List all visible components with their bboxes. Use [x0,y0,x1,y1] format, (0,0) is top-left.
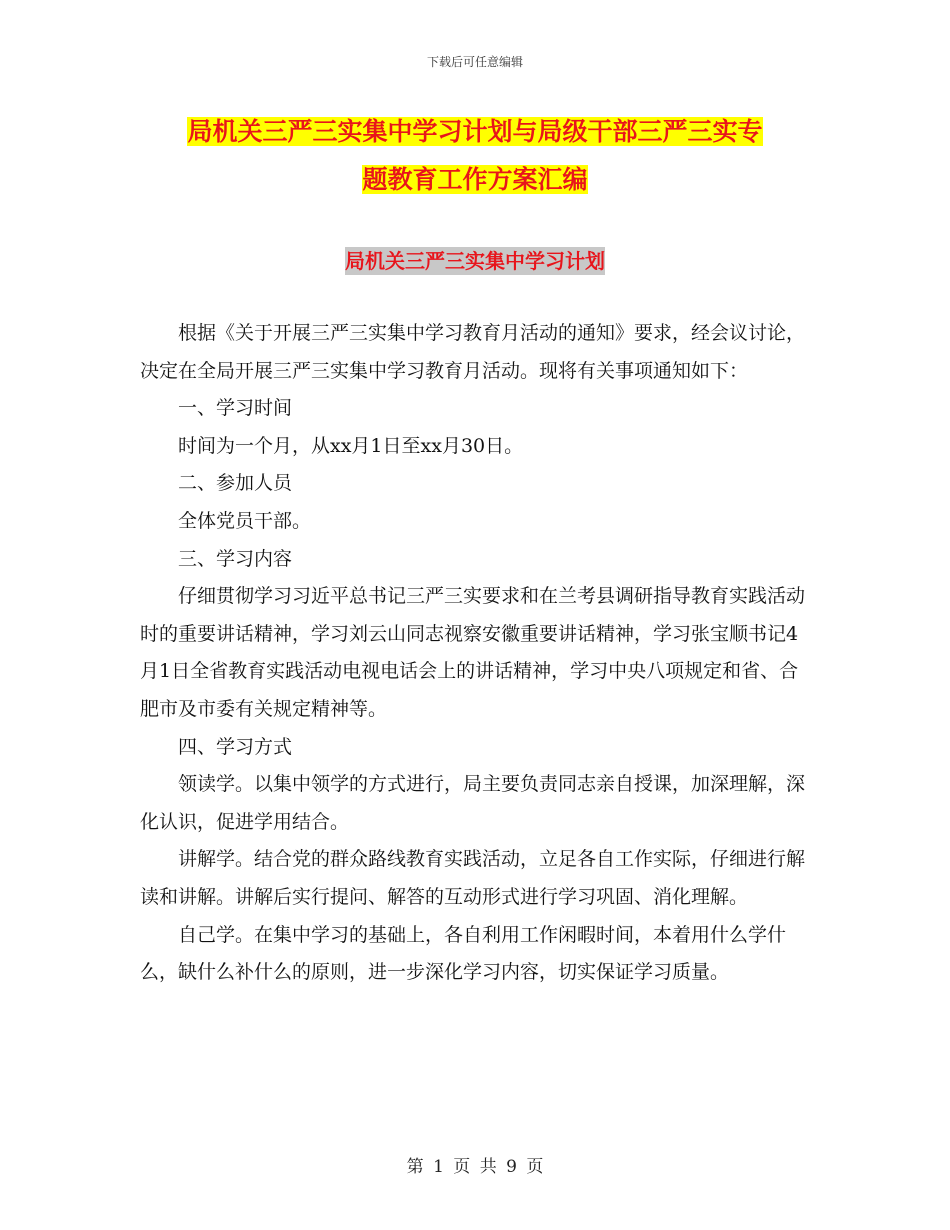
document-title-line1: 局机关三严三实集中学习计划与局级干部三严三实专 [187,117,763,146]
intro-paragraph: 根据《关于开展三严三实集中学习教育月活动的通知》要求，经会议讨论，决定在全局开展三严三实集中学习教育月活动。现将有关事项通知如下： [140,322,806,382]
heading-study-method: 四、学习方式 [178,735,293,758]
section-title [0,244,950,278]
header-note: 下载后可任意编辑 [426,55,523,69]
method-lead-reading: 领读学。以集中领学的方式进行，局主要负责同志亲自授课，加深理解，深化认识，促进学用结合。 [140,773,806,833]
section-title-text: 局机关三严三实集中学习计划 [345,249,605,273]
page-footer: 第 1 页 共 9 页 [406,1157,544,1177]
document-title-line2: 题教育工作方案汇编 [362,165,588,194]
heading-study-content: 三、学习内容 [178,547,293,570]
document-title [140,108,810,204]
participants-text: 全体党员干部。 [178,509,312,532]
study-time-text: 时间为一个月，从xx月1日至xx月30日。 [178,434,524,457]
document-body [140,315,810,992]
method-self-study: 自己学。在集中学习的基础上，各自利用工作闲暇时间，本着用什么学什么，缺什么补什么的原则，进一步深化学习内容，切实保证学习质量。 [140,923,787,984]
heading-study-time: 一、学习时间 [178,397,293,420]
heading-participants: 二、参加人员 [178,472,293,495]
study-content-text: 仔细贯彻学习习近平总书记三严三实要求和在兰考县调研指导教育实践活动时的重要讲话精神，学习刘云山同志视察安徽重要讲话精神，学习张宝顺书记4月1日全省教育实践活动电视电话会上的讲话精神，学习中央八项规定和省、合肥市及市委有关规定精神等。 [140,585,806,720]
method-explanation: 讲解学。结合党的群众路线教育实践活动，立足各自工作实际，仔细进行解读和讲解。讲解后实行提问、解答的互动形式进行学习巩固、消化理解。 [140,848,806,908]
